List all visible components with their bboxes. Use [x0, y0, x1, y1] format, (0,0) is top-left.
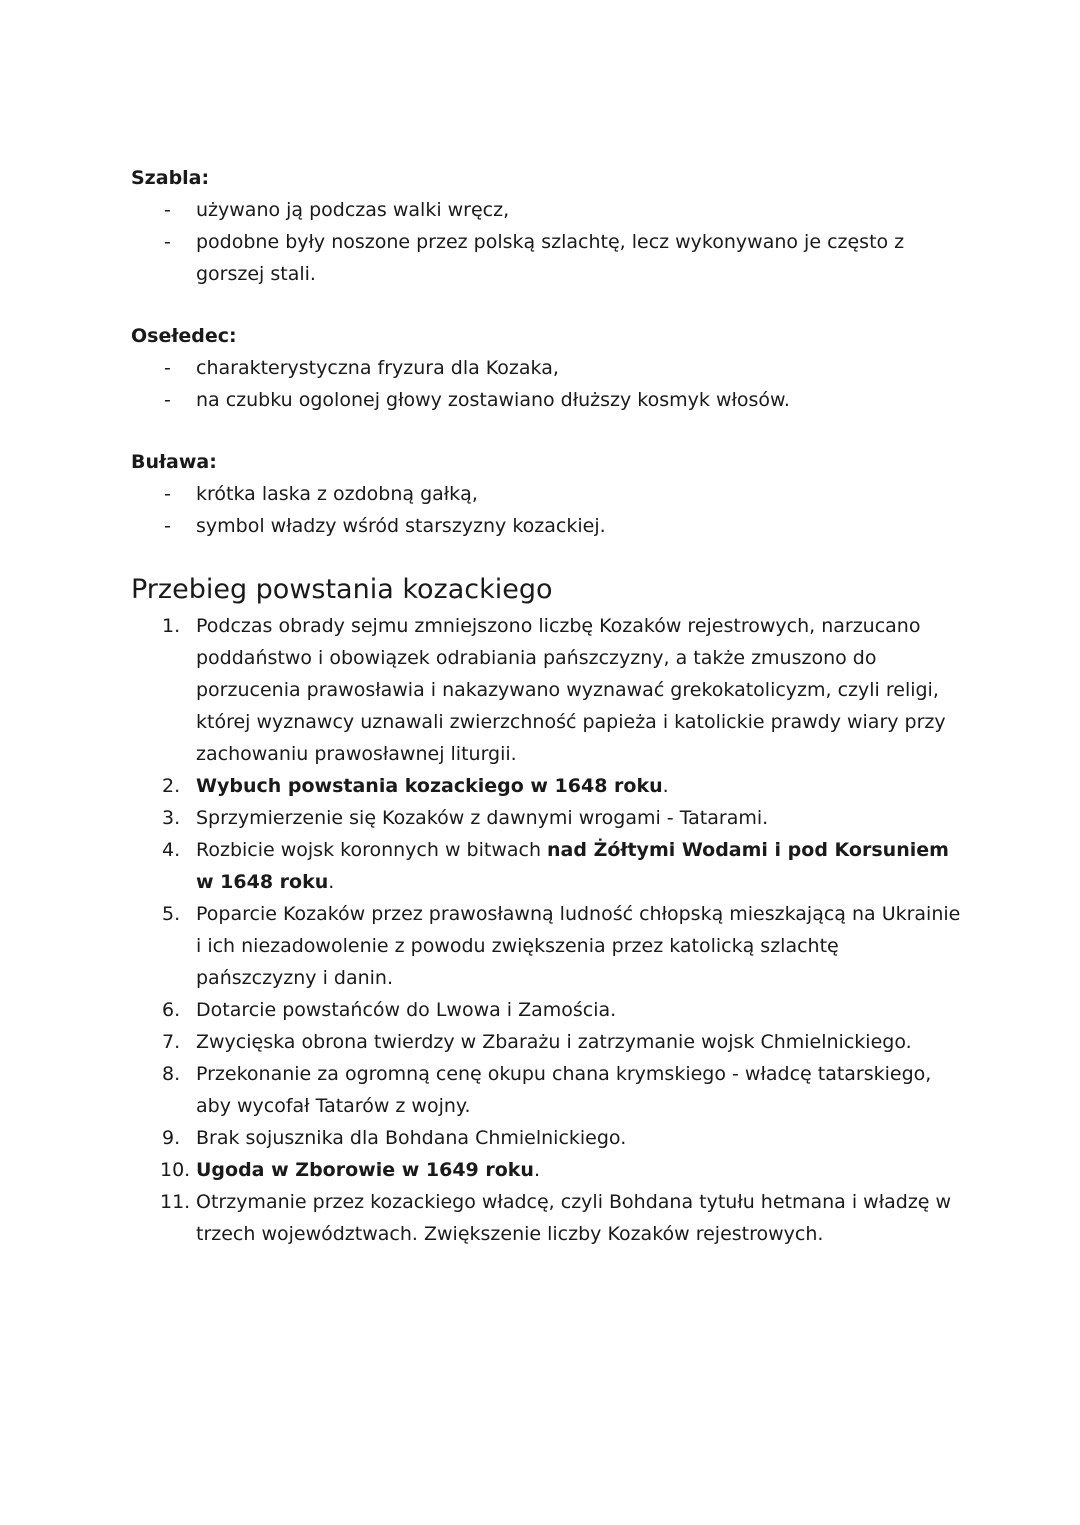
list-item-number: 1. — [162, 615, 181, 637]
term-bullet-list — [131, 194, 961, 290]
uprising-steps-list — [131, 610, 961, 1250]
definition-section-szabla — [131, 162, 961, 290]
list-item-text: Rozbicie wojsk koronnych w bitwach — [196, 839, 548, 861]
list-item — [131, 898, 961, 994]
list-item-number: 2. — [162, 775, 181, 797]
list-item: - charakterystyczna fryzura dla Kozaka, — [131, 352, 961, 384]
list-item-number: 10. — [160, 1159, 191, 1181]
list-item — [131, 1154, 961, 1186]
list-item-text: . — [662, 775, 669, 797]
list-item-number: 11. — [160, 1191, 191, 1213]
list-item-number: 9. — [162, 1127, 181, 1149]
list-item — [131, 834, 961, 898]
list-item-number: 8. — [162, 1063, 181, 1085]
list-item-text: Sprzymierzenie się Kozaków z dawnymi wrogami - Tatarami. — [196, 807, 769, 829]
list-item-emphasis: nad Żółtymi Wodami i pod Korsuniem w 1648 roku — [196, 839, 949, 893]
list-item-text: Poparcie Kozaków przez prawosławną ludność chłopską mieszkającą na Ukrainie i ich niezadowolenie z powodu zwiększenia przez katolicką szlachtę pańszczyzny i danin. — [196, 903, 961, 989]
document-content — [131, 162, 961, 1250]
list-item-number: 3. — [162, 807, 181, 829]
list-item-emphasis: Ugoda w Zborowie w 1649 roku — [196, 1159, 534, 1181]
list-item — [131, 802, 961, 834]
definition-section-oseledec — [131, 320, 961, 416]
list-item: - symbol władzy wśród starszyzny kozackiej. — [131, 510, 961, 542]
list-item: - podobne były noszone przez polską szlachtę, lecz wykonywano je często z gorszej stali. — [131, 226, 961, 290]
term-bullet-list — [131, 352, 961, 416]
list-item-emphasis: Wybuch powstania kozackiego w 1648 roku — [196, 775, 663, 797]
list-item — [131, 1186, 961, 1250]
list-item-number: 7. — [162, 1031, 181, 1053]
list-item: - używano ją podczas walki wręcz, — [131, 194, 961, 226]
list-item-text: Podczas obrady sejmu zmniejszono liczbę Kozaków rejestrowych, narzucano poddaństwo i obowiązek odrabiania pańszczyzny, a także zmuszono do porzucenia prawosławia i nakazywano wyznawać grekokatolicyzm, czyli religi, której wyznawcy uznawali zwierzchność papieża i katolickie prawdy wiary przy zachowaniu prawosławnej liturgii. — [196, 615, 946, 765]
list-item — [131, 610, 961, 770]
list-item-number: 5. — [162, 903, 181, 925]
list-item — [131, 994, 961, 1026]
list-item — [131, 1058, 961, 1122]
list-item: - na czubku ogolonej głowy zostawiano dłuższy kosmyk włosów. — [131, 384, 961, 416]
list-item — [131, 1122, 961, 1154]
list-item-number: 4. — [162, 839, 181, 861]
term-heading: Buława: — [131, 451, 217, 473]
list-item — [131, 770, 961, 802]
list-item-text: Brak sojusznika dla Bohdana Chmielnickiego. — [196, 1127, 627, 1149]
list-item-text: Otrzymanie przez kozackiego władcę, czyli Bohdana tytułu hetmana i władzę w trzech województwach. Zwiększenie liczby Kozaków rejestrowych. — [196, 1191, 952, 1245]
section-heading: Przebieg powstania kozackiego — [131, 574, 553, 605]
list-item-text: . — [533, 1159, 541, 1181]
list-item-text: . — [328, 871, 335, 893]
term-heading: Szabla: — [131, 167, 210, 189]
list-item — [131, 1026, 961, 1058]
term-bullet-list — [131, 478, 961, 542]
term-heading: Osełedec: — [131, 325, 237, 347]
list-item-text: Dotarcie powstańców do Lwowa i Zamościa. — [196, 999, 617, 1021]
list-item: - krótka laska z ozdobną gałką, — [131, 478, 961, 510]
list-item-text: Przekonanie za ogromną cenę okupu chana krymskiego - władcę tatarskiego, aby wycofał Tatarów z wojny. — [196, 1063, 932, 1117]
definition-section-bulawa — [131, 446, 961, 542]
list-item-number: 6. — [162, 999, 181, 1021]
list-item-text: Zwycięska obrona twierdzy w Zbarażu i zatrzymanie wojsk Chmielnickiego. — [196, 1031, 912, 1053]
